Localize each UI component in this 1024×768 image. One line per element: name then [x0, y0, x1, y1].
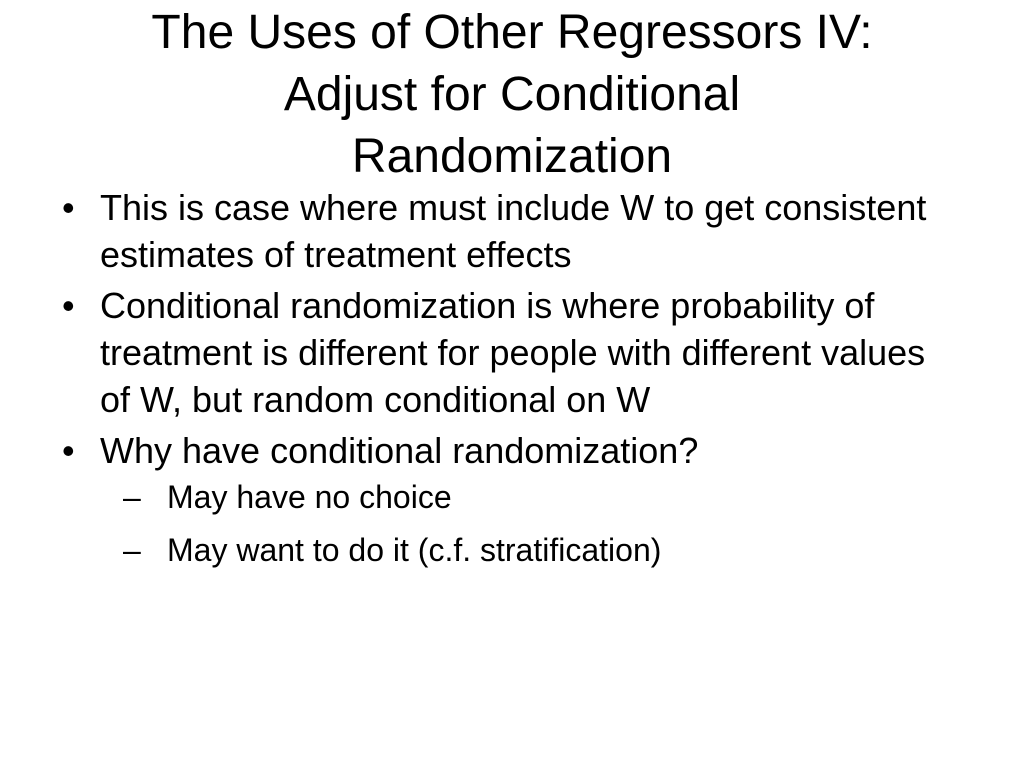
title-line: Randomization — [351, 130, 673, 183]
bullet-item — [62, 427, 962, 569]
sub-bullet-item — [120, 531, 962, 569]
sub-bullet-text: May have no choice — [167, 479, 452, 515]
bullet-item — [62, 184, 962, 278]
bullet-text: Conditional randomization is where probability of treatment is different for people with different values of W, but random conditional on W — [100, 285, 926, 420]
sub-bullet-list — [100, 478, 962, 569]
sub-bullet-item — [120, 478, 962, 516]
sub-bullet-text: May want to do it (c.f. stratification) — [167, 532, 662, 568]
title-line: Adjust for Conditional — [283, 68, 741, 121]
bullet-item — [62, 282, 962, 423]
bullet-dot-icon: • — [62, 430, 75, 471]
bullet-dot-icon: • — [62, 187, 75, 228]
dash-icon: – — [123, 479, 141, 515]
bullet-dot-icon: • — [62, 285, 75, 326]
slide-title — [40, 2, 984, 188]
bullet-text: This is case where must include W to get consistent estimates of treatment effects — [100, 187, 927, 275]
bullet-list — [62, 184, 962, 584]
bullet-text: Why have conditional randomization? — [100, 430, 699, 471]
dash-icon: – — [123, 532, 141, 568]
title-line: The Uses of Other Regressors IV: — [151, 6, 873, 59]
